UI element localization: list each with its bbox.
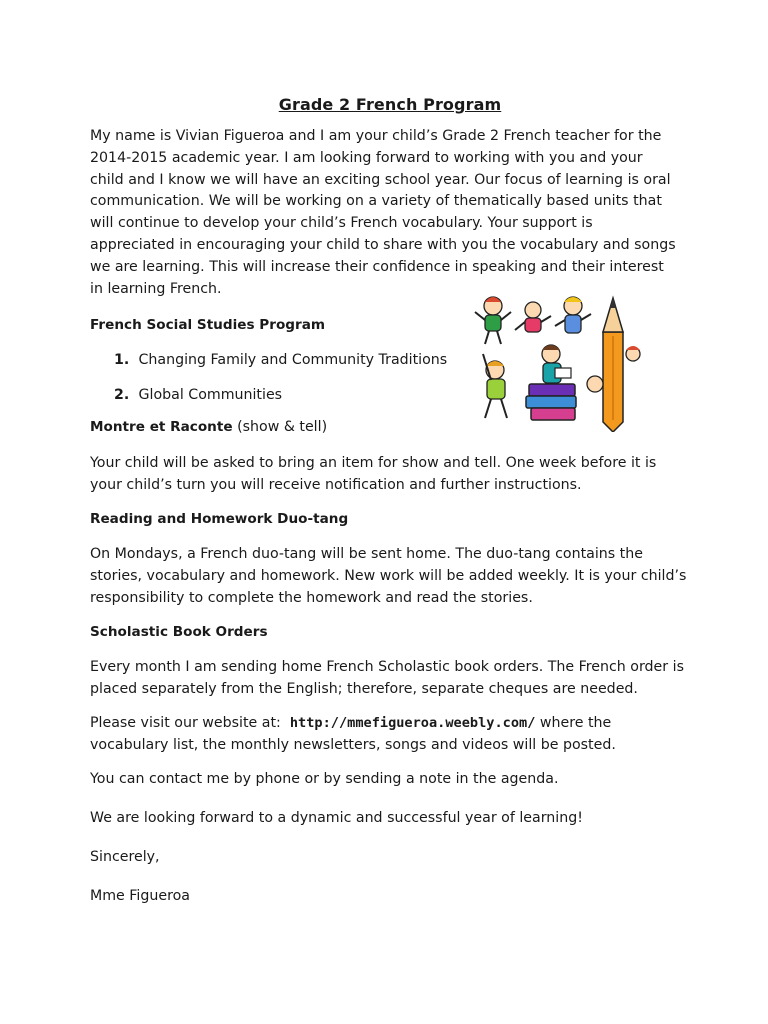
scholastic-heading: Scholastic Book Orders xyxy=(90,624,268,641)
montre-note: (show & tell) xyxy=(237,419,328,436)
website-lead-text: Please visit our website at: xyxy=(90,715,281,732)
montre-heading-line xyxy=(90,416,327,438)
list-number: 1. xyxy=(114,352,130,369)
scholastic-paragraph: Every month I am sending home French Scholastic book orders. The French order is placed separately from the English; therefore, separate cheques are needed. xyxy=(90,659,684,698)
social-studies-section xyxy=(90,314,690,452)
forward-paragraph: We are looking forward to a dynamic and successful year of learning! xyxy=(90,810,583,827)
duotang-heading: Reading and Homework Duo-tang xyxy=(90,511,349,528)
letter-page xyxy=(90,94,690,924)
social-studies-heading: French Social Studies Program xyxy=(90,317,326,334)
website-trailing-text: where the vocabulary list, the monthly newsletters, songs and videos will be posted. xyxy=(90,715,616,754)
list-number: 2. xyxy=(114,387,130,404)
intro-paragraph: My name is Vivian Figueroa and I am your child’s Grade 2 French teacher for the 2014-2015 academic year. I am looking forward to working with you and your child and I know we will have an exciting school year. Our focus of learning is oral communication. We will be working on a variety of thematically based units that will continue to develop your child’s French vocabulary. Your support is appreciated in encouraging your child to share with you the vocabulary and songs we are learning. This will increase their confidence in speaking and their interest in learning French. xyxy=(90,128,676,297)
duotang-paragraph: On Mondays, a French duo-tang will be sent home. The duo-tang contains the stories, vocabulary and homework. New work will be added weekly. It is your child’s responsibility to complete the homework and read the stories. xyxy=(90,546,687,607)
list-item-text: Global Communities xyxy=(138,387,283,404)
montre-heading: Montre et Raconte xyxy=(90,419,233,436)
sign-off: Sincerely, xyxy=(90,849,160,866)
website-paragraph xyxy=(90,712,690,756)
website-link[interactable]: http://mmefigueroa.weebly.com/ xyxy=(289,715,536,732)
contact-paragraph: You can contact me by phone or by sending a note in the agenda. xyxy=(90,771,559,788)
montre-paragraph: Your child will be asked to bring an item for show and tell. One week before it is your child’s turn you will receive notification and further instructions. xyxy=(90,455,657,494)
closing-section xyxy=(90,768,690,907)
list-item-text: Changing Family and Community Traditions xyxy=(138,352,448,369)
page-title: Grade 2 French Program xyxy=(278,95,502,114)
signature: Mme Figueroa xyxy=(90,888,190,905)
children-clipart-illustration xyxy=(471,292,649,432)
